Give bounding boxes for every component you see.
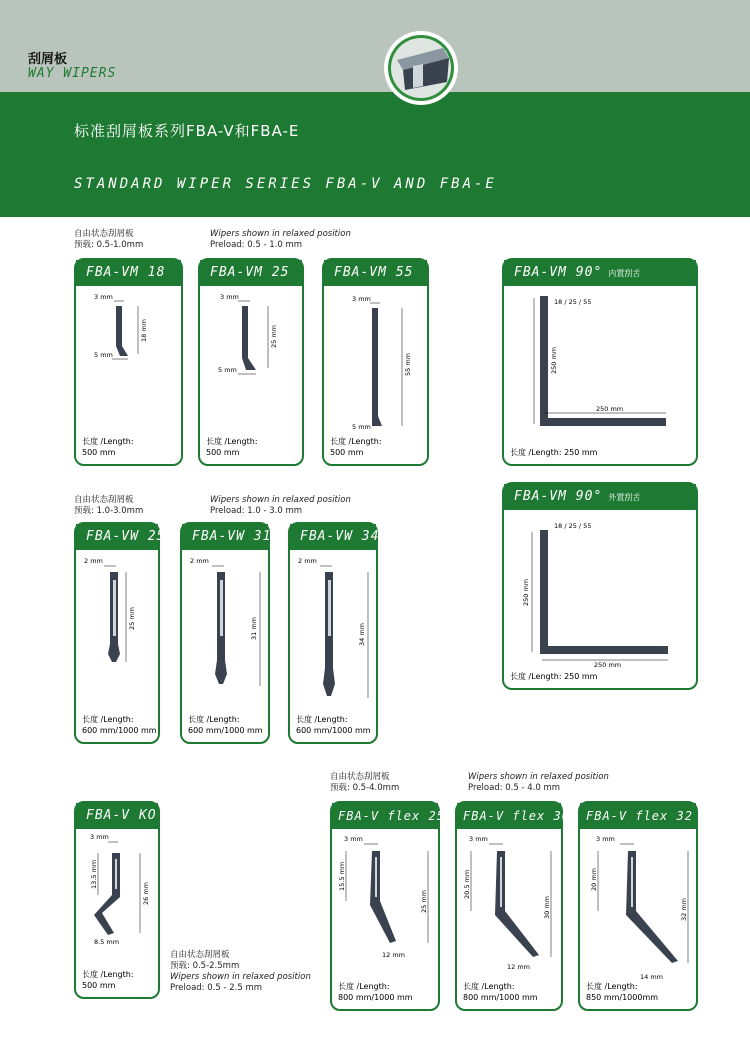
length-label: 长度 /Length: [586, 982, 638, 991]
length-text [586, 981, 658, 1003]
note-vw-en [210, 495, 351, 517]
length-text [206, 436, 258, 458]
length-value: 850 mm/1000mm [586, 993, 659, 1002]
note-text: 自由状态刮屑板 [170, 950, 230, 960]
note-text: Wipers shown in relaxed position [210, 495, 351, 505]
dim-label: 3 mm [94, 293, 113, 301]
dim-label: 34 mm [358, 622, 366, 646]
flex30-drawing [457, 829, 561, 979]
dim-label: 18 / 25 / 55 [554, 522, 592, 530]
card-subtitle: 外置刮舌 [608, 493, 641, 502]
note-vm-en [210, 229, 351, 251]
vw31-drawing [182, 550, 268, 715]
vw34-drawing [290, 550, 376, 715]
length-text [338, 981, 413, 1003]
card-fba-vm-55 [322, 258, 429, 466]
card-fba-v-ko [74, 801, 160, 999]
card-title: FBA-V flex 30 [457, 803, 561, 829]
wiper-profile-icon [383, 30, 459, 106]
length-text [296, 714, 371, 736]
length-label: 长度 /Length: [82, 437, 134, 446]
note-text: Wipers shown in relaxed position [468, 772, 609, 782]
vko-drawing [76, 829, 158, 969]
vm25-drawing [200, 286, 302, 436]
dim-label: 250 mm [594, 661, 622, 669]
dim-label: 25 mm [270, 324, 278, 348]
card-title: FBA-V flex 32 [580, 803, 696, 829]
dim-label: 5 mm [218, 366, 237, 374]
dim-label: 25 mm [128, 606, 136, 630]
card-fba-vm-90-inner [502, 258, 698, 466]
dim-label: 5 mm [94, 351, 113, 359]
note-text: Preload: 1.0 - 3.0 mm [210, 506, 303, 516]
note-text: 自由状态刮屑板 [74, 495, 134, 505]
card-title: FBA-V KO [76, 803, 158, 829]
length-label: 长度 /Length: [82, 715, 134, 724]
dim-label: 3 mm [596, 835, 615, 843]
dim-label: 2 mm [190, 557, 209, 565]
dim-label: 3 mm [344, 835, 363, 843]
card-fba-vw-31 [180, 522, 270, 744]
dim-label: 3 mm [220, 293, 239, 301]
length-text [188, 714, 263, 736]
series-title-en: STANDARD WIPER SERIES FBA-V AND FBA-E [74, 176, 497, 192]
dim-label: 3 mm [90, 833, 109, 841]
dim-label: 2 mm [298, 557, 317, 565]
dim-label: 20 mm [590, 867, 598, 891]
dim-label: 13.5 mm [90, 859, 98, 889]
card-title: FBA-VW 31 [182, 524, 268, 550]
card-fba-vm-25 [198, 258, 304, 466]
card-title [504, 260, 696, 286]
length-text [82, 436, 134, 458]
card-fba-vw-34 [288, 522, 378, 744]
card-fba-vw-25 [74, 522, 166, 744]
dim-label: 31 mm [250, 616, 258, 640]
length-label: 长度 /Length: [463, 982, 515, 991]
length-text [463, 981, 538, 1003]
card-title: FBA-VM 55 [324, 260, 427, 286]
note-text: Preload: 0.5 - 4.0 mm [468, 783, 561, 793]
note-text: 自由状态刮屑板 [74, 229, 134, 239]
note-text: 预载: 0.5-2.5mm [170, 961, 240, 971]
note-text: 预载: 0.5-4.0mm [330, 783, 400, 793]
note-flex-en [468, 772, 609, 794]
note-text: Preload: 0.5 - 1.0 mm [210, 240, 303, 250]
length-text [82, 714, 157, 736]
card-title: FBA-VW 25 [76, 524, 158, 550]
dim-label: 18 / 25 / 55 [554, 298, 592, 306]
note-text: 预载: 1.0-3.0mm [74, 506, 144, 516]
card-title-text: FBA-VM 90° [514, 489, 603, 504]
length-label: 长度 /Length: [82, 970, 134, 979]
flex25-drawing [332, 829, 438, 979]
length-label: 长度 /Length: [206, 437, 258, 446]
length-value: 600 mm/1000 mm [82, 726, 157, 735]
section-title-cn: 刮屑板 [28, 52, 68, 67]
note-vm-cn [74, 229, 143, 251]
card-fba-v-flex-30 [455, 801, 570, 1011]
note-text: 自由状态刮屑板 [330, 772, 390, 782]
length-value: 500 mm [330, 448, 364, 457]
vw25-drawing [76, 550, 158, 715]
note-flex-cn [330, 772, 399, 794]
vm18-drawing [76, 286, 181, 436]
card-subtitle: 内置刮舌 [608, 269, 641, 278]
length-value: 800 mm/1000 mm [463, 993, 538, 1002]
card-title: FBA-VM 25 [200, 260, 302, 286]
dim-label: 12 mm [507, 963, 531, 971]
series-title-cn: 标准刮屑板系列FBA-V和FBA-E [74, 122, 300, 140]
card-title: FBA-VM 18 [76, 260, 181, 286]
note-text: Wipers shown in relaxed position [210, 229, 351, 239]
card-fba-v-flex-32 [578, 801, 698, 1011]
vm90out-drawing [504, 510, 696, 669]
length-value: 500 mm [82, 981, 116, 990]
card-title [504, 484, 696, 510]
card-fba-vm-18 [74, 258, 183, 466]
dim-label: 32 mm [680, 897, 688, 921]
length-value: 800 mm/1000 mm [338, 993, 413, 1002]
length-value: 600 mm/1000 mm [188, 726, 263, 735]
note-vw-cn [74, 495, 143, 517]
note-ko [170, 950, 311, 994]
length-label: 长度 /Length: [330, 437, 382, 446]
dim-label: 25 mm [420, 889, 428, 913]
dim-label: 15.5 mm [338, 861, 346, 891]
green-title-band [0, 92, 750, 217]
dim-label: 12 mm [382, 951, 406, 959]
note-text: 预载: 0.5-1.0mm [74, 240, 144, 250]
dim-label: 18 mm [140, 318, 148, 342]
card-title: FBA-VW 34 [290, 524, 376, 550]
length-label: 长度 /Length: [296, 715, 348, 724]
note-text: Wipers shown in relaxed position [170, 972, 311, 982]
card-title: FBA-V flex 25 [332, 803, 438, 829]
length-text [330, 436, 382, 458]
length-label: 长度 /Length: [188, 715, 240, 724]
dim-label: 20.5 mm [463, 869, 471, 899]
card-fba-v-flex-25 [330, 801, 445, 1011]
card-fba-vm-90-outer [502, 482, 698, 690]
dim-label: 3 mm [352, 295, 371, 303]
length-text: 长度 /Length: 250 mm [510, 672, 598, 681]
length-text: 长度 /Length: 250 mm [510, 448, 598, 457]
length-value: 500 mm [206, 448, 240, 457]
card-title-text: FBA-VM 90° [514, 265, 603, 280]
length-value: 500 mm [82, 448, 116, 457]
dim-label: 5 mm [352, 423, 371, 431]
dim-label: 55 mm [404, 352, 412, 376]
length-text [82, 969, 134, 991]
dim-label: 250 mm [522, 578, 530, 606]
vm90in-drawing [504, 286, 696, 436]
vm55-drawing [324, 286, 427, 436]
note-text: Preload: 0.5 - 2.5 mm [170, 983, 263, 993]
length-value: 600 mm/1000 mm [296, 726, 371, 735]
dim-label: 2 mm [84, 557, 103, 565]
length-label: 长度 /Length: [338, 982, 390, 991]
dim-label: 250 mm [596, 405, 624, 413]
dim-label: 30 mm [543, 895, 551, 919]
dim-label: 26 mm [142, 881, 150, 905]
dim-label: 3 mm [469, 835, 488, 843]
dim-label: 250 mm [550, 346, 558, 374]
section-title-en: WAY WIPERS [28, 66, 117, 81]
flex32-drawing [580, 829, 696, 979]
dim-label: 8.5 mm [94, 938, 120, 946]
dim-label: 14 mm [640, 973, 664, 981]
